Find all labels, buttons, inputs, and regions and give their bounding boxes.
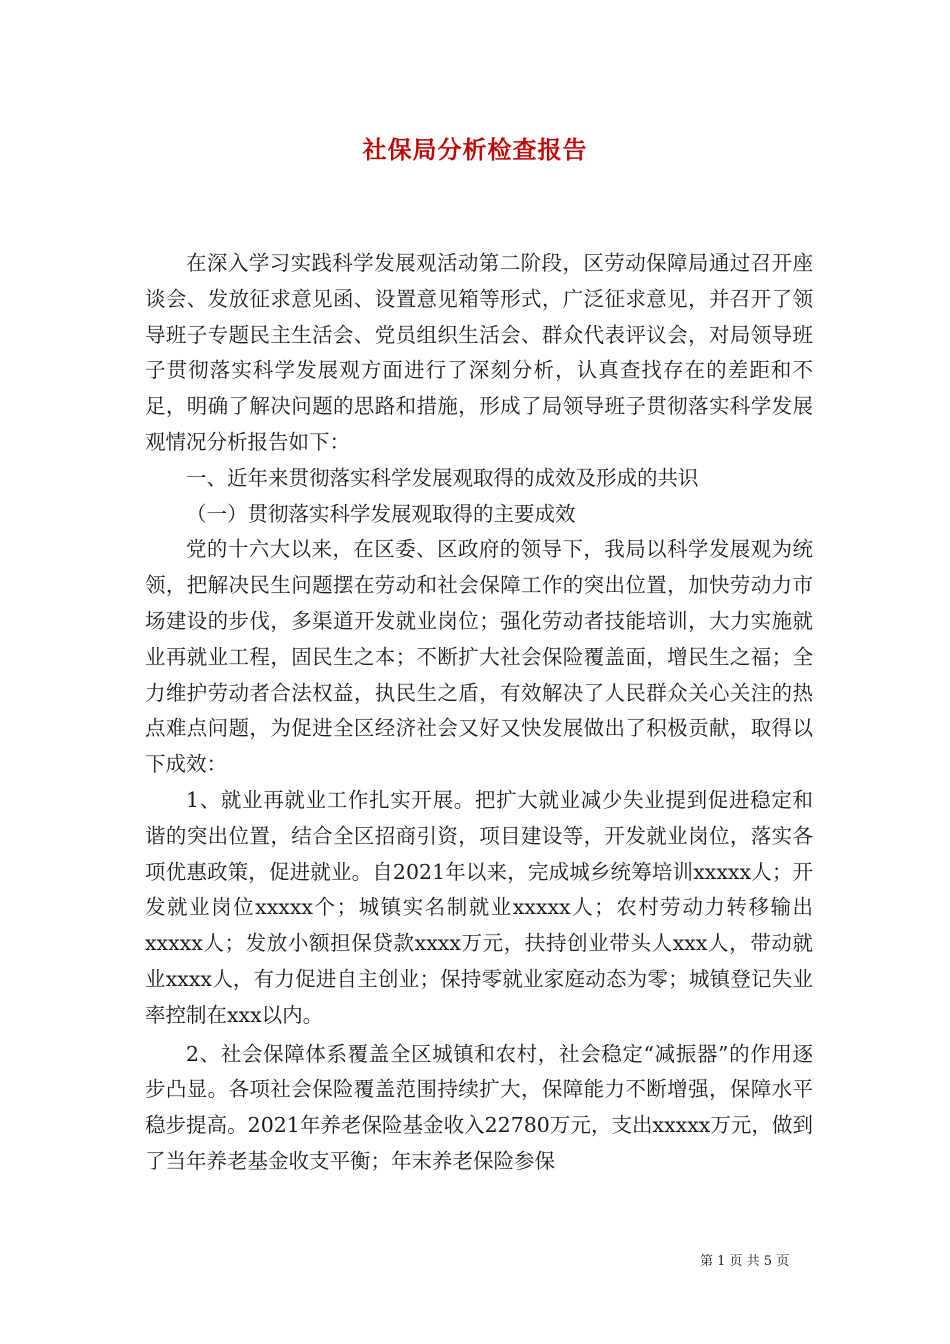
document-title: 社保局分析检查报告: [362, 135, 588, 164]
document-body: [145, 246, 813, 1180]
employment-paragraph: 1、就业再就业工作扎实开展。把扩大就业减少失业提到促进稳定和谐的突出位置，结合全区招商引资，项目建设等，开发就业岗位，落实各项优惠政策，促进就业。自2021年以来，完成城乡统筹培训xxxxx人；开发就业岗位xxxxx个；城镇实名制就业xxxxx人；农村劳动力转移输出xxxxx人；发放小额担保贷款xxxx万元，扶持创业带头人xxx人，带动就业xxxx人，有力促进自主创业；保持零就业家庭动态为零；城镇登记失业率控制在xxx以内。: [145, 787, 813, 1027]
section-heading-1: 一、近年来贯彻落实科学发展观取得的成效及形成的共识: [186, 465, 699, 490]
page-number-footer: 第 1 页 共 5 页: [700, 1254, 790, 1269]
achievements-paragraph: 党的十六大以来，在区委、区政府的领导下，我局以科学发展观为统领，把解决民生问题摆在劳动和社会保障工作的突出位置，加快劳动力市场建设的步伐，多渠道开发就业岗位；强化劳动者技能培训，大力实施就业再就业工程，固民生之本；不断扩大社会保险覆盖面，增民生之福；全力维护劳动者合法权益，执民生之盾，有效解决了人民群众关心关注的热点难点问题，为促进全区经济社会又好又快发展做出了积极贡献，取得以下成效：: [145, 537, 813, 777]
intro-paragraph: 在深入学习实践科学发展观活动第二阶段，区劳动保障局通过召开座谈会、发放征求意见函、设置意见箱等形式，广泛征求意见，并召开了领导班子专题民主生活会、党员组织生活会、群众代表评议会，对局领导班子贯彻落实科学发展观方面进行了深刻分析，认真查找存在的差距和不足，明确了解决问题的思路和措施，形成了局领导班子贯彻落实科学发展观情况分析报告如下：: [145, 251, 813, 454]
social-security-paragraph: 2、社会保障体系覆盖全区城镇和农村，社会稳定“减振器”的作用逐步凸显。各项社会保险覆盖范围持续扩大，保障能力不断增强，保障水平稳步提高。2021年养老保险基金收入22780万元，支出xxxxx万元，做到了当年养老基金收支平衡；年末养老保险参保: [145, 1041, 813, 1173]
subsection-heading-1: （一）贯彻落实科学发展观取得的主要成效: [186, 501, 576, 526]
